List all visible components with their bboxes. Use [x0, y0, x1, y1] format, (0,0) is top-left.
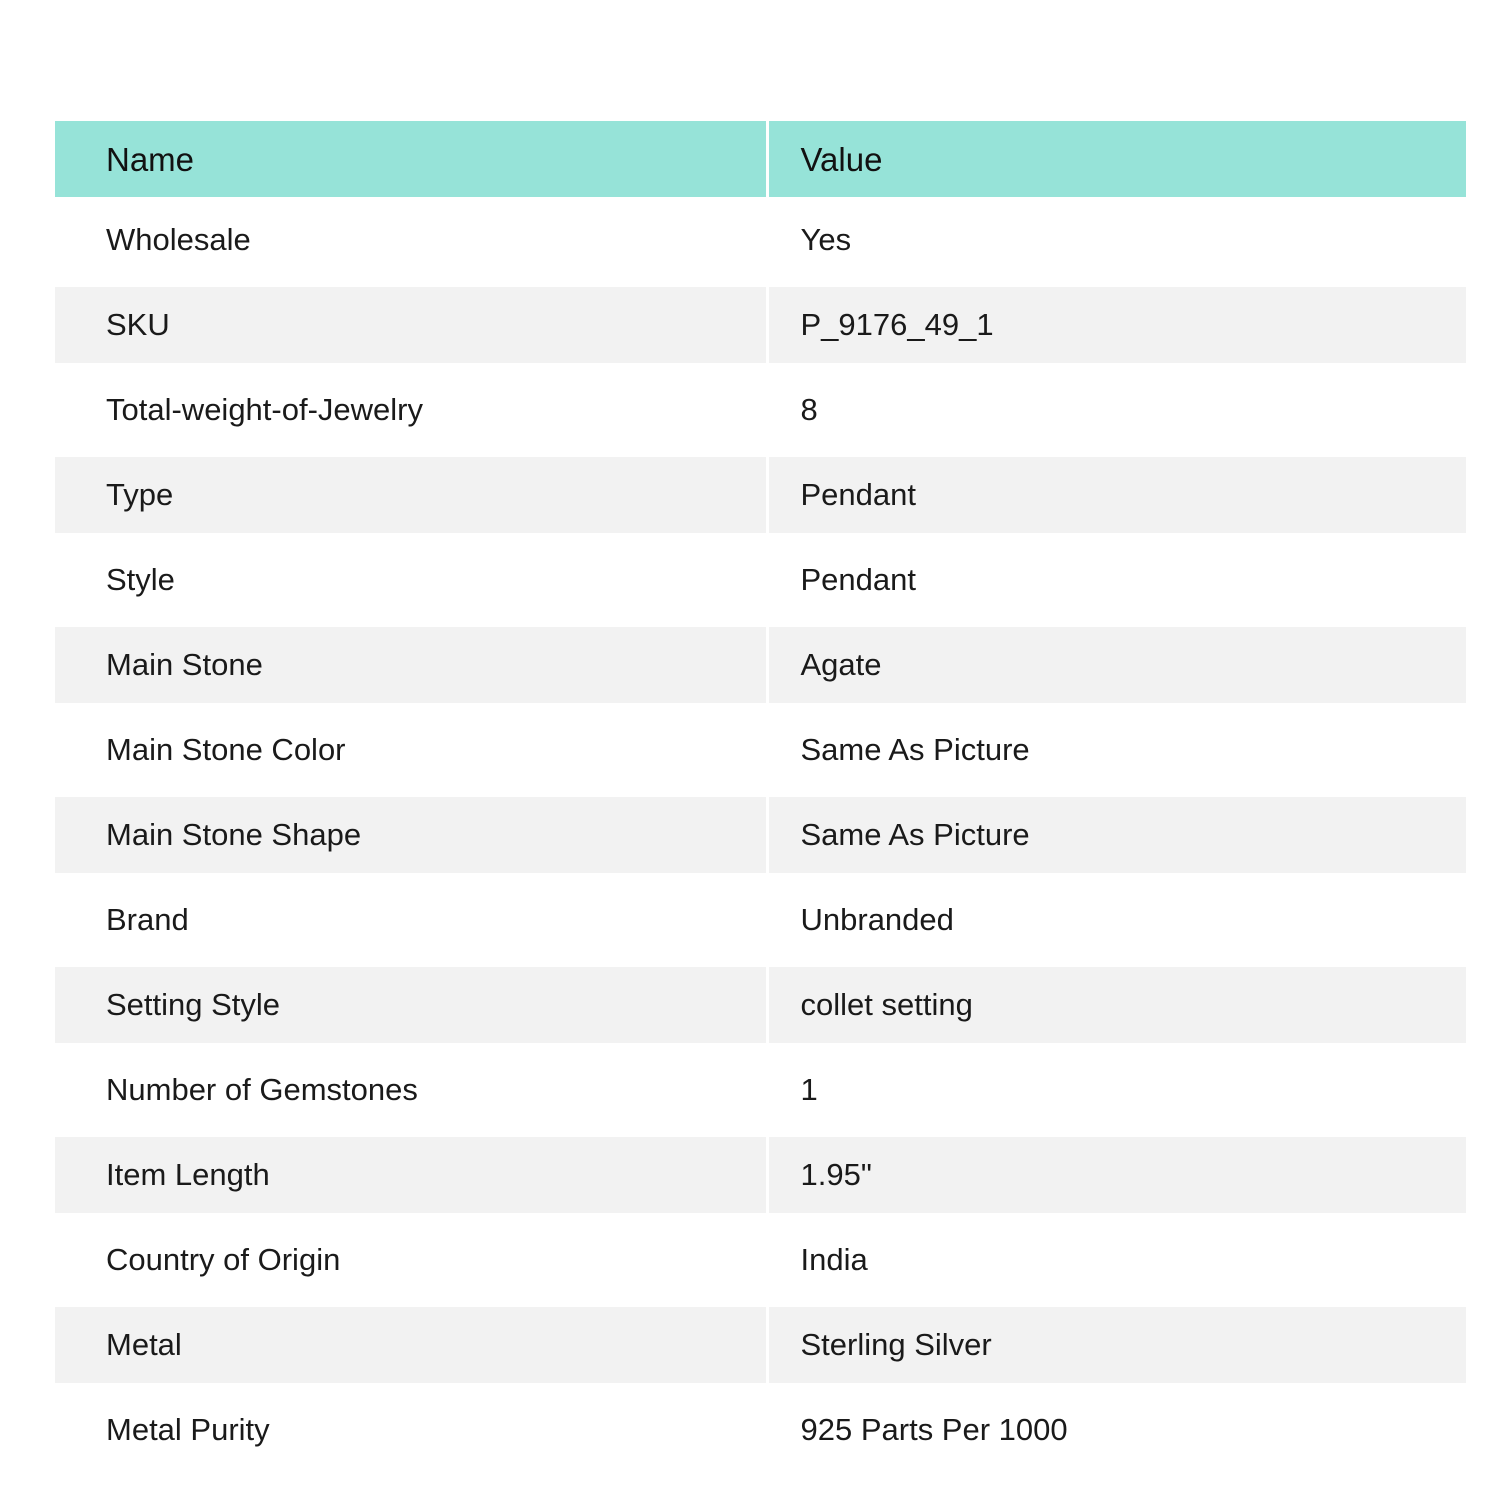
row-name-cell: Main Stone — [55, 622, 767, 707]
row-name-cell: Main Stone Color — [55, 707, 767, 792]
table-row — [55, 707, 1466, 792]
table-row — [55, 537, 1466, 622]
table-row — [55, 1302, 1466, 1387]
table-row — [55, 1387, 1466, 1472]
row-name-cell: Wholesale — [55, 197, 767, 282]
table-row — [55, 1217, 1466, 1302]
row-name-cell: Number of Gemstones — [55, 1047, 767, 1132]
row-name-cell: Type — [55, 452, 767, 537]
table-row — [55, 197, 1466, 282]
item-specifics-table — [55, 121, 1466, 1472]
table-row — [55, 1047, 1466, 1132]
row-value-cell: P_9176_49_1 — [767, 282, 1466, 367]
row-name-cell: SKU — [55, 282, 767, 367]
row-value-cell: 1 — [767, 1047, 1466, 1132]
row-value-cell: Same As Picture — [767, 707, 1466, 792]
table-row — [55, 792, 1466, 877]
row-name-cell: Style — [55, 537, 767, 622]
table-header — [55, 121, 1466, 197]
row-name-cell: Metal — [55, 1302, 767, 1387]
row-name-cell: Metal Purity — [55, 1387, 767, 1472]
table-row — [55, 877, 1466, 962]
row-name-cell: Brand — [55, 877, 767, 962]
row-name-cell: Setting Style — [55, 962, 767, 1047]
row-name-cell: Item Length — [55, 1132, 767, 1217]
row-name-cell: Total-weight-of-Jewelry — [55, 367, 767, 452]
table-row — [55, 1132, 1466, 1217]
row-value-cell: Sterling Silver — [767, 1302, 1466, 1387]
table-row — [55, 962, 1466, 1047]
table-row — [55, 367, 1466, 452]
row-value-cell: Yes — [767, 197, 1466, 282]
row-value-cell: Pendant — [767, 452, 1466, 537]
row-value-cell: Agate — [767, 622, 1466, 707]
row-value-cell: 925 Parts Per 1000 — [767, 1387, 1466, 1472]
row-value-cell: Pendant — [767, 537, 1466, 622]
row-name-cell: Main Stone Shape — [55, 792, 767, 877]
row-value-cell: India — [767, 1217, 1466, 1302]
row-name-cell: Country of Origin — [55, 1217, 767, 1302]
table-row — [55, 282, 1466, 367]
header-value-cell: Value — [767, 121, 1466, 197]
row-value-cell: Unbranded — [767, 877, 1466, 962]
row-value-cell: Same As Picture — [767, 792, 1466, 877]
row-value-cell: collet setting — [767, 962, 1466, 1047]
table-body — [55, 197, 1466, 1472]
header-name-cell: Name — [55, 121, 767, 197]
table-row — [55, 622, 1466, 707]
header-row — [55, 121, 1466, 197]
table-row — [55, 452, 1466, 537]
row-value-cell: 8 — [767, 367, 1466, 452]
row-value-cell: 1.95" — [767, 1132, 1466, 1217]
